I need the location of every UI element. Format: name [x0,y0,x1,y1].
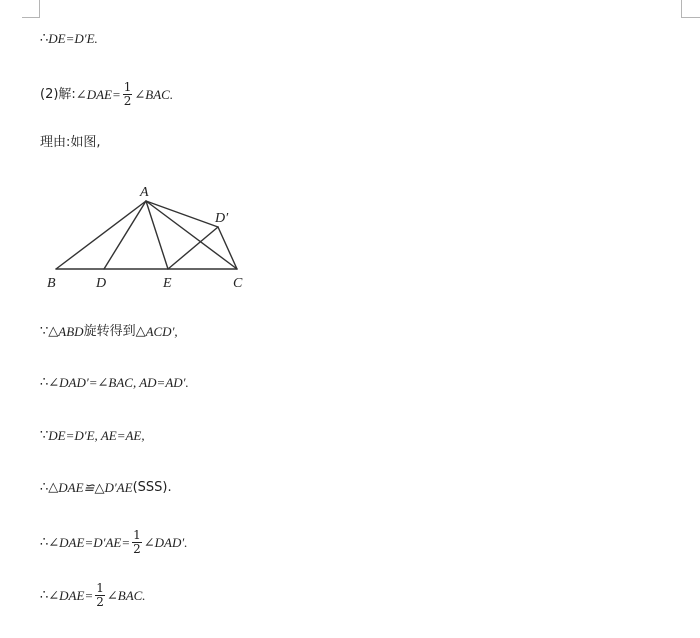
fraction-numerator: 1 [96,581,104,595]
text-run: ∴ [40,31,49,46]
text-run: 旋转得到△ [83,324,146,339]
fraction-numerator: 1 [133,528,141,542]
math-expression: ∠DAE= [48,587,94,603]
page-corner-mark-right-v [681,0,682,17]
math-expression: ∠BAC. [106,587,146,603]
text-run: ∴ [40,534,49,550]
label-A: A [140,185,149,200]
proof-line-7 [40,479,172,497]
text-run: ∴ [40,587,49,603]
fraction-denominator: 2 [123,94,132,108]
fraction-one-half [132,529,142,556]
math-expression: ACD′, [145,324,178,339]
math-expression: ∠DAD′=∠BAC, AD=AD′. [48,375,189,390]
page-corner-mark-left-v [39,0,40,17]
proof-line-4 [40,323,178,341]
label-E: E [163,276,172,291]
math-expression: DE=D′E, AE=AE, [48,428,145,443]
math-expression: DE=D′E. [48,31,98,46]
solution-line-2 [40,81,173,108]
math-expression: ∠DAE=D′AE= [48,534,131,550]
proof-line-1 [40,30,98,48]
proof-line-5 [40,374,189,392]
segment-AD-prime [146,201,218,227]
label-B: B [47,276,56,291]
text-run: ∵ [40,428,49,443]
proof-line-9 [40,582,146,609]
segment-AE [146,201,168,269]
proof-line-6 [40,427,145,445]
fraction-denominator: 2 [96,595,104,609]
label-D-prime: D′ [215,211,229,226]
math-expression: ∠BAC. [134,86,174,102]
label-C: C [233,276,243,291]
page-corner-mark-right-h [681,17,700,18]
fraction-denominator: 2 [133,542,141,556]
fraction-numerator: 1 [123,80,132,94]
text-run: ∵△ [40,324,59,339]
text-run: ∴ [40,375,49,390]
label-D: D [96,276,107,291]
reason-line [40,134,101,152]
segment-E-D-prime [168,227,218,269]
math-expression: DAE≌△D′AE [58,480,133,495]
text-run: (2)解: [40,86,76,102]
math-expression: ∠DAE= [75,86,121,102]
text-run: (SSS). [132,480,172,495]
proof-line-8 [40,529,187,556]
triangle-rotation-figure [40,180,260,295]
text-run: ∴△ [40,480,59,495]
text-run: 理由:如图, [40,135,101,150]
math-expression: ∠DAD′. [143,534,188,550]
segment-AD [104,201,146,269]
page-corner-mark-left-h [22,17,40,18]
fraction-one-half [123,81,133,108]
math-expression: ABD [58,324,84,339]
segment-AB [56,201,146,269]
fraction-one-half [95,582,105,609]
